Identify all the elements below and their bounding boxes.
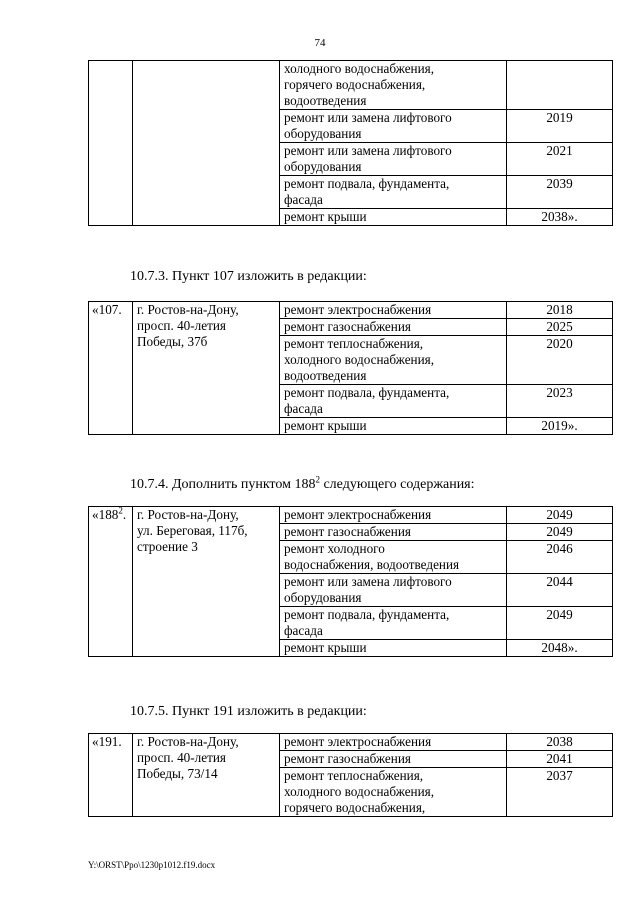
address-cell: г. Ростов-на-Дону, просп. 40-летия Победы, 37б — [133, 302, 280, 435]
address-cell — [133, 61, 280, 226]
year-cell: 2019». — [507, 418, 613, 435]
file-path-footer: Y:\ORST\Ppo\1230p1012.f19.docx — [88, 860, 216, 870]
year-cell: 2039 — [507, 176, 613, 209]
work-cell: ремонт подвала, фундамента, фасада — [280, 607, 507, 640]
year-cell: 2038 — [507, 734, 613, 751]
item-191-table — [88, 733, 613, 817]
work-cell: ремонт крыши — [280, 209, 507, 226]
year-cell: 2021 — [507, 143, 613, 176]
year-cell: 2049 — [507, 507, 613, 524]
item-number-cell — [89, 507, 133, 657]
work-cell: ремонт электроснабжения — [280, 302, 507, 319]
year-cell: 2020 — [507, 336, 613, 385]
year-cell: 2041 — [507, 751, 613, 768]
paragraph-10-7-4 — [130, 476, 475, 494]
work-cell: ремонт или замена лифтового оборудования — [280, 110, 507, 143]
year-cell — [507, 61, 613, 110]
work-cell: ремонт или замена лифтового оборудования — [280, 574, 507, 607]
continuation-table — [88, 60, 613, 226]
item-107-table — [88, 301, 613, 435]
year-cell: 2037 — [507, 768, 613, 817]
work-cell: ремонт подвала, фундамента, фасада — [280, 176, 507, 209]
paragraph-10-7-3: 10.7.3. Пункт 107 изложить в редакции: — [130, 269, 367, 284]
address-cell: г. Ростов-на-Дону, ул. Береговая, 117б, строение 3 — [133, 507, 280, 657]
item-188-2-table — [88, 506, 613, 657]
paragraph-text: следующего содержания: — [319, 477, 475, 492]
work-cell: холодного водоснабжения, горячего водоснабжения, водоотведения — [280, 61, 507, 110]
year-cell: 2019 — [507, 110, 613, 143]
work-cell: ремонт теплоснабжения, холодного водоснабжения, водоотведения — [280, 336, 507, 385]
work-cell: ремонт электроснабжения — [280, 507, 507, 524]
work-cell: ремонт газоснабжения — [280, 524, 507, 541]
work-cell: ремонт или замена лифтового оборудования — [280, 143, 507, 176]
item-number-dot: . — [122, 507, 127, 522]
year-cell: 2018 — [507, 302, 613, 319]
year-cell: 2049 — [507, 607, 613, 640]
work-cell: ремонт газоснабжения — [280, 319, 507, 336]
year-cell: 2044 — [507, 574, 613, 607]
item-number-cell: «107. — [89, 302, 133, 435]
work-cell: ремонт холодного водоснабжения, водоотведения — [280, 541, 507, 574]
work-cell: ремонт крыши — [280, 640, 507, 657]
item-number-cell — [89, 61, 133, 226]
work-cell: ремонт крыши — [280, 418, 507, 435]
item-number-cell: «191. — [89, 734, 133, 817]
paragraph-10-7-5: 10.7.5. Пункт 191 изложить в редакции: — [130, 704, 367, 719]
work-cell: ремонт электроснабжения — [280, 734, 507, 751]
year-cell: 2038». — [507, 209, 613, 226]
work-cell: ремонт подвала, фундамента, фасада — [280, 385, 507, 418]
page-number: 74 — [314, 37, 326, 49]
year-cell: 2023 — [507, 385, 613, 418]
superscript: 2 — [118, 505, 123, 516]
item-number: «188 — [92, 507, 119, 522]
year-cell: 2025 — [507, 319, 613, 336]
paragraph-text: 10.7.4. Дополнить пунктом 188 — [130, 477, 316, 492]
year-cell: 2048». — [507, 640, 613, 657]
superscript: 2 — [315, 474, 320, 485]
work-cell: ремонт газоснабжения — [280, 751, 507, 768]
year-cell: 2049 — [507, 524, 613, 541]
year-cell: 2046 — [507, 541, 613, 574]
address-cell: г. Ростов-на-Дону, просп. 40-летия Победы, 73/14 — [133, 734, 280, 817]
work-cell: ремонт теплоснабжения, холодного водоснабжения, горячего водоснабжения, — [280, 768, 507, 817]
